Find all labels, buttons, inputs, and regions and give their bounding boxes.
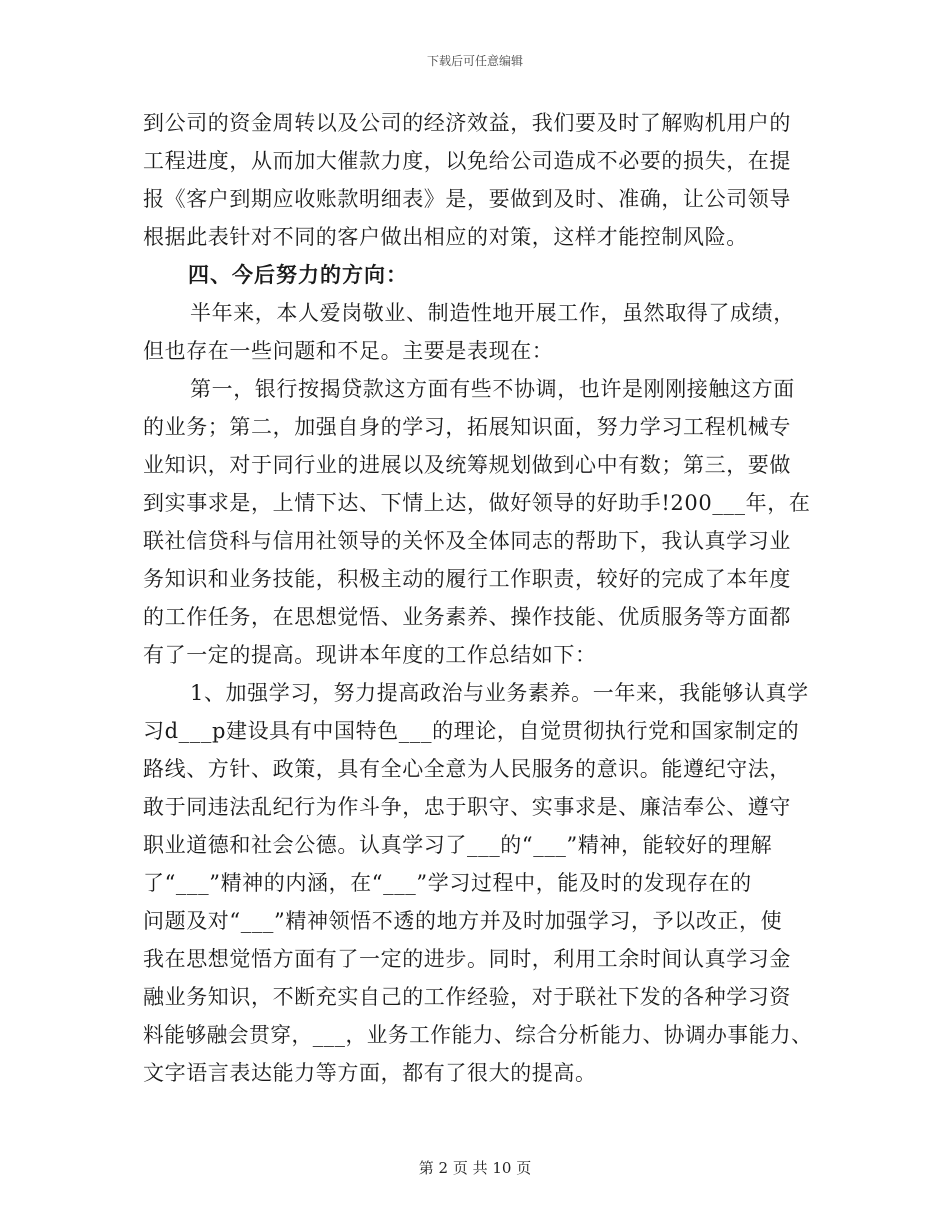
- paragraph-start-line: 半年来，本人爱岗敬业、制造性地开展工作，虽然取得了成绩，: [190, 301, 795, 325]
- body-line: 务知识和业务技能，积极主动的履行工作职责，较好的完成了本年度: [143, 567, 791, 591]
- body-line: 料能够融会贯穿，___，业务工作能力、综合分析能力、协调办事能力、: [143, 1023, 813, 1047]
- body-line: 到公司的资金周转以及公司的经济效益，我们要及时了解购机用户的: [143, 111, 791, 135]
- body-line: 我在思想觉悟方面有了一定的进步。同时，利用工余时间认真学习金: [143, 947, 791, 971]
- body-line: 业知识，对于同行业的进展以及统筹规划做到心中有数；第三，要做: [143, 453, 791, 477]
- body-line: 联社信贷科与信用社领导的关怀及全体同志的帮助下，我认真学习业: [143, 529, 791, 553]
- body-line: 到实事求是，上情下达、下情上达，做好领导的好助手!200___年，在: [143, 491, 811, 515]
- body-line: 问题及对“___”精神领悟不透的地方并及时加强学习，予以改正，使: [143, 909, 783, 933]
- body-line: 的工作任务，在思想觉悟、业务素养、操作技能、优质服务等方面都: [143, 605, 791, 629]
- page-header-note: 下载后可任意编辑: [426, 54, 523, 68]
- body-line: 工程进度，从而加大催款力度，以免给公司造成不必要的损失，在提: [143, 149, 791, 173]
- body-line: 敢于同违法乱纪行为作斗争，忠于职守、实事求是、廉洁奉公、遵守: [143, 795, 791, 819]
- page-number: 第 2 页 共 10 页: [418, 1159, 532, 1177]
- body-line: 融业务知识，不断充实自己的工作经验，对于联社下发的各种学习资: [143, 985, 791, 1009]
- section-heading: 四、今后努力的方向：: [188, 262, 408, 287]
- body-line: 有了一定的提高。现讲本年度的工作总结如下：: [143, 643, 597, 667]
- body-line: 职业道德和社会公德。认真学习了___的“___”精神，能较好的理解: [143, 833, 773, 857]
- paragraph-start-line: 第一，银行按揭贷款这方面有些不协调，也许是刚刚接触这方面: [190, 377, 795, 401]
- body-line: 的业务；第二，加强自身的学习，拓展知识面，努力学习工程机械专: [143, 415, 791, 439]
- body-line: 但也存在一些问题和不足。主要是表现在：: [143, 339, 554, 363]
- body-line: 根据此表针对不同的客户做出相应的对策，这样才能控制风险。: [143, 225, 748, 249]
- body-line: 文字语言表达能力等方面，都有了很大的提高。: [143, 1061, 597, 1085]
- body-line: 了“___”精神的内涵，在“___”学习过程中，能及时的发现存在的: [143, 871, 752, 895]
- body-line: 习d___p建设具有中国特色___的理论，自觉贯彻执行党和国家制定的: [143, 719, 800, 743]
- body-line: 路线、方针、政策，具有全心全意为人民服务的意识。能遵纪守法，: [143, 757, 791, 781]
- body-line: 报《客户到期应收账款明细表》是，要做到及时、准确，让公司领导: [143, 187, 791, 211]
- paragraph-start-line: 1、加强学习，努力提高政治与业务素养。一年来，我能够认真学: [190, 681, 809, 705]
